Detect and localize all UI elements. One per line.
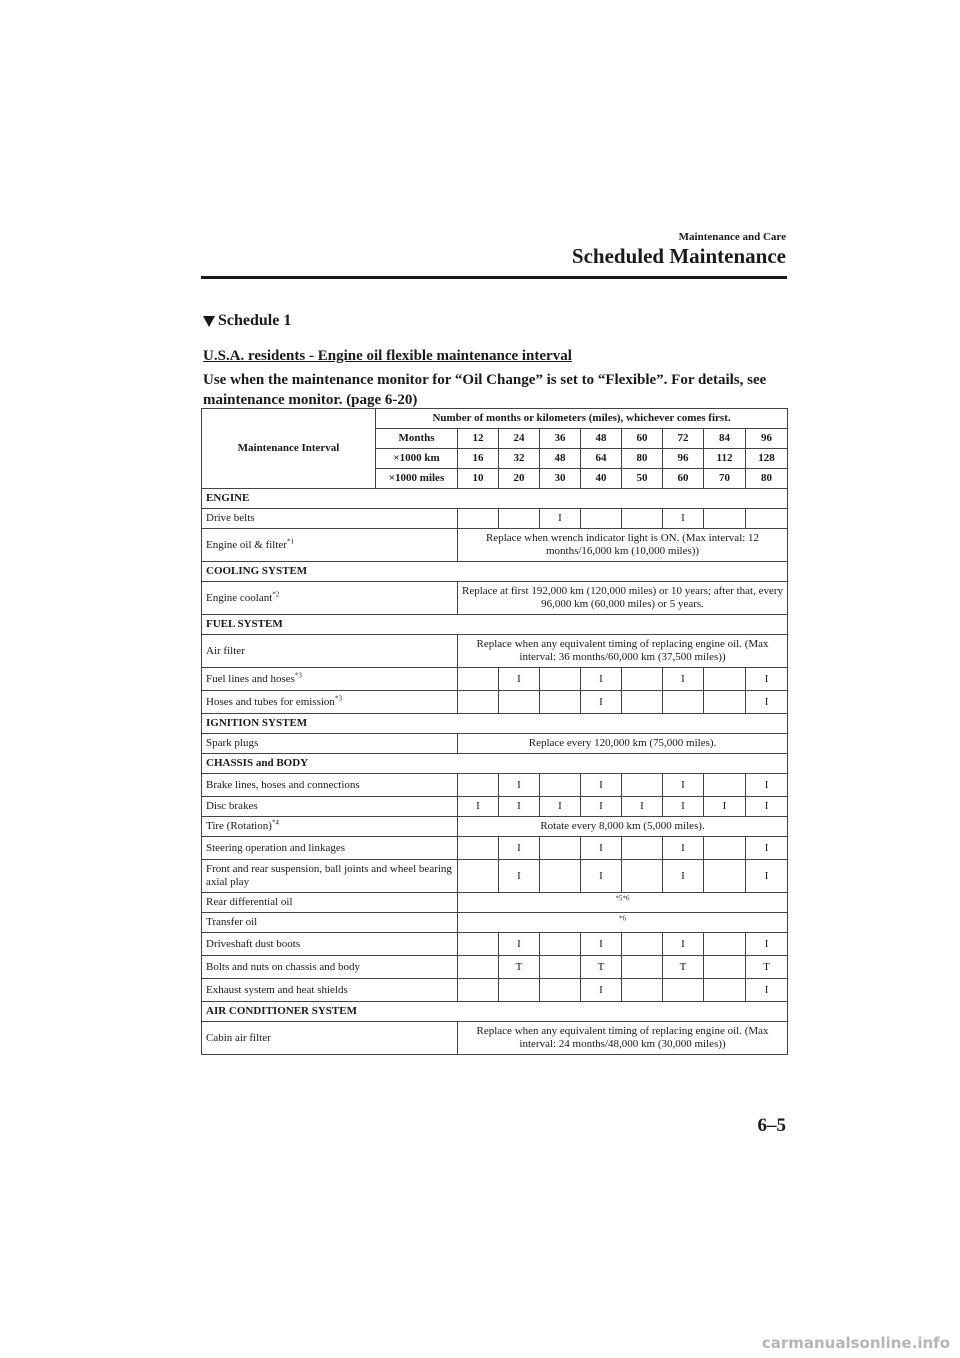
item-cell: I: [663, 774, 704, 797]
table-row: [202, 979, 788, 1002]
item-cell: I: [663, 509, 704, 529]
item-cell: [622, 668, 663, 691]
item-label: Tire (Rotation): [206, 820, 272, 832]
table-row: [202, 797, 788, 817]
footnote-ref: *5*6: [615, 894, 630, 903]
item-cell: I: [746, 691, 788, 714]
section-row: [202, 489, 788, 509]
table-row: [202, 509, 788, 529]
item-label: Engine oil & filter: [206, 538, 287, 551]
item-label-cell: [202, 668, 458, 691]
item-cell: [458, 774, 499, 797]
section-row: [202, 714, 788, 734]
table-row: [202, 691, 788, 714]
item-label: Fuel lines and hoses: [206, 672, 295, 685]
item-label-cell: [202, 529, 458, 562]
item-cell: [458, 956, 499, 979]
page-number: 6–5: [757, 1115, 786, 1136]
header-value: 30: [540, 469, 581, 489]
section-chassis: CHASSIS and BODY: [202, 754, 788, 774]
header-value: 36: [540, 429, 581, 449]
header-value: 72: [663, 429, 704, 449]
item-label: Rear differential oil: [202, 893, 458, 913]
item-cell: [540, 860, 581, 893]
header-value: 112: [704, 449, 746, 469]
item-cell: [499, 691, 540, 714]
item-cell: I: [499, 837, 540, 860]
header-value: 32: [499, 449, 540, 469]
item-cell: [540, 837, 581, 860]
item-note: Replace when wrench indicator light is ON. (Max interval: 12 months/16,000 km (10,000 miles)): [458, 529, 788, 562]
header-value: 96: [746, 429, 788, 449]
item-cell: I: [663, 797, 704, 817]
item-cell: [458, 668, 499, 691]
item-note-cell: [458, 913, 788, 933]
section-cooling: COOLING SYSTEM: [202, 562, 788, 582]
item-cell: [540, 956, 581, 979]
table-row: [202, 956, 788, 979]
header-value: 40: [581, 469, 622, 489]
table-row: [202, 582, 788, 615]
table-row: [202, 1022, 788, 1055]
intro-text: Use when the maintenance monitor for “Oil Change” is set to “Flexible”. For details, see maintenance monitor. (page 6-20): [203, 372, 767, 408]
item-cell: I: [581, 979, 622, 1002]
item-cell: [540, 933, 581, 956]
item-note: Replace every 120,000 km (75,000 miles).: [458, 734, 788, 754]
item-cell: [499, 509, 540, 529]
section-row: [202, 615, 788, 635]
item-cell: [622, 837, 663, 860]
item-note: Replace at first 192,000 km (120,000 miles) or 10 years; after that, every 96,000 km (60,000 miles) or 5 years.: [458, 582, 788, 615]
item-cell: I: [746, 668, 788, 691]
item-cell: I: [663, 860, 704, 893]
item-label-cell: [202, 582, 458, 615]
item-cell: T: [499, 956, 540, 979]
table-row: [202, 774, 788, 797]
header-value: 24: [499, 429, 540, 449]
table-row: [202, 529, 788, 562]
item-cell: [458, 933, 499, 956]
header-value: 60: [622, 429, 663, 449]
item-cell: [704, 933, 746, 956]
item-label: Steering operation and linkages: [202, 837, 458, 860]
item-cell: I: [499, 668, 540, 691]
item-cell: [458, 691, 499, 714]
item-cell: I: [581, 933, 622, 956]
item-cell: [622, 956, 663, 979]
item-label: Front and rear suspension, ball joints and wheel bearing axial play: [202, 860, 458, 893]
header-value: 64: [581, 449, 622, 469]
item-label: Bolts and nuts on chassis and body: [202, 956, 458, 979]
item-cell: T: [581, 956, 622, 979]
item-cell: I: [499, 933, 540, 956]
item-cell: T: [746, 956, 788, 979]
item-cell: [704, 837, 746, 860]
item-cell: I: [746, 979, 788, 1002]
item-label: Cabin air filter: [202, 1022, 458, 1055]
header-value: 70: [704, 469, 746, 489]
item-cell: I: [581, 668, 622, 691]
table-row: [202, 734, 788, 754]
table-row: [202, 913, 788, 933]
item-cell: I: [581, 797, 622, 817]
header-value: 96: [663, 449, 704, 469]
item-cell: I: [663, 837, 704, 860]
section-fuel: FUEL SYSTEM: [202, 615, 788, 635]
item-note: Rotate every 8,000 km (5,000 miles).: [458, 817, 788, 837]
item-cell: [458, 837, 499, 860]
footnote-ref: *4: [271, 818, 279, 827]
item-note: Replace when any equivalent timing of replacing engine oil. (Max interval: 36 months/60,000 km (37,500 miles)): [458, 635, 788, 668]
item-label-cell: [202, 691, 458, 714]
section-row: [202, 754, 788, 774]
item-cell: [704, 691, 746, 714]
item-cell: [704, 979, 746, 1002]
item-cell: [704, 860, 746, 893]
item-cell: [622, 979, 663, 1002]
item-cell: I: [499, 860, 540, 893]
subtitle: U.S.A. residents - Engine oil flexible maintenance interval: [203, 348, 572, 364]
footnote-ref: *3: [294, 670, 302, 679]
header-value: 12: [458, 429, 499, 449]
item-cell: I: [704, 797, 746, 817]
item-cell: I: [581, 860, 622, 893]
item-label: Engine coolant: [206, 591, 273, 604]
interval-caption: Number of months or kilometers (miles), whichever comes first.: [376, 409, 788, 429]
item-cell: [663, 979, 704, 1002]
table-row: [202, 933, 788, 956]
item-cell: I: [540, 509, 581, 529]
item-note: Replace when any equivalent timing of replacing engine oil. (Max interval: 24 months/48,000 km (30,000 miles)): [458, 1022, 788, 1055]
item-label: Brake lines, hoses and connections: [202, 774, 458, 797]
item-cell: I: [746, 933, 788, 956]
section-row: [202, 562, 788, 582]
item-note-cell: [458, 893, 788, 913]
item-label: Hoses and tubes for emission: [206, 695, 335, 708]
item-label: Disc brakes: [202, 797, 458, 817]
maintenance-table: [201, 408, 788, 1055]
header-value: 50: [622, 469, 663, 489]
item-cell: [704, 774, 746, 797]
item-cell: [622, 691, 663, 714]
maintenance-interval-label: Maintenance Interval: [202, 409, 376, 489]
item-cell: [704, 509, 746, 529]
header-value: 128: [746, 449, 788, 469]
item-cell: [540, 668, 581, 691]
item-cell: I: [499, 774, 540, 797]
header-value: 80: [746, 469, 788, 489]
item-cell: I: [746, 797, 788, 817]
item-cell: [458, 509, 499, 529]
item-cell: I: [458, 797, 499, 817]
header-value: 60: [663, 469, 704, 489]
table-row: [202, 893, 788, 913]
header-label: ×1000 miles: [376, 469, 458, 489]
header-value: 48: [540, 449, 581, 469]
section-aircon: AIR CONDITIONER SYSTEM: [202, 1002, 788, 1022]
item-cell: [458, 860, 499, 893]
footnote-ref: *3: [334, 693, 342, 702]
item-label: Transfer oil: [202, 913, 458, 933]
item-cell: [622, 860, 663, 893]
item-cell: I: [499, 797, 540, 817]
item-cell: [746, 509, 788, 529]
schedule-title: Schedule 1: [218, 312, 292, 329]
item-cell: [540, 691, 581, 714]
item-label: Exhaust system and heat shields: [202, 979, 458, 1002]
item-cell: I: [746, 774, 788, 797]
item-cell: [622, 933, 663, 956]
table-row: [202, 817, 788, 837]
watermark: carmanualsonline.info: [761, 1334, 950, 1352]
item-cell: I: [581, 774, 622, 797]
item-cell: [540, 774, 581, 797]
item-cell: I: [622, 797, 663, 817]
item-cell: [540, 979, 581, 1002]
table-row: [202, 668, 788, 691]
item-label: Spark plugs: [202, 734, 458, 754]
header-value: 10: [458, 469, 499, 489]
item-cell: [663, 691, 704, 714]
header-rule: [201, 276, 787, 279]
header-value: 20: [499, 469, 540, 489]
header-value: 84: [704, 429, 746, 449]
item-label: Drive belts: [202, 509, 458, 529]
section-ignition: IGNITION SYSTEM: [202, 714, 788, 734]
schedule-heading: [203, 312, 291, 330]
footnote-ref: *1: [286, 536, 294, 545]
item-cell: I: [663, 933, 704, 956]
item-cell: I: [540, 797, 581, 817]
table-row: [202, 860, 788, 893]
item-cell: [581, 509, 622, 529]
item-cell: [704, 668, 746, 691]
item-cell: I: [581, 691, 622, 714]
item-cell: I: [581, 837, 622, 860]
item-cell: I: [746, 860, 788, 893]
item-cell: [458, 979, 499, 1002]
page-title: Scheduled Maintenance: [571, 244, 786, 268]
item-cell: [622, 774, 663, 797]
item-label: Driveshaft dust boots: [202, 933, 458, 956]
item-cell: I: [746, 837, 788, 860]
table-row: [202, 635, 788, 668]
item-cell: [622, 509, 663, 529]
item-label-cell: [202, 817, 458, 837]
triangle-down-icon: [203, 316, 215, 327]
section-engine: ENGINE: [202, 489, 788, 509]
section-row: [202, 1002, 788, 1022]
item-cell: [704, 956, 746, 979]
header-value: 80: [622, 449, 663, 469]
item-cell: I: [663, 668, 704, 691]
header-label: ×1000 km: [376, 449, 458, 469]
table-row: [202, 837, 788, 860]
header-value: 16: [458, 449, 499, 469]
footnote-ref: *2: [272, 589, 280, 598]
chapter-label: Maintenance and Care: [678, 231, 786, 243]
footnote-ref: *6: [619, 914, 627, 923]
header-label: Months: [376, 429, 458, 449]
header-value: 48: [581, 429, 622, 449]
item-cell: T: [663, 956, 704, 979]
item-label: Air filter: [202, 635, 458, 668]
item-cell: [499, 979, 540, 1002]
